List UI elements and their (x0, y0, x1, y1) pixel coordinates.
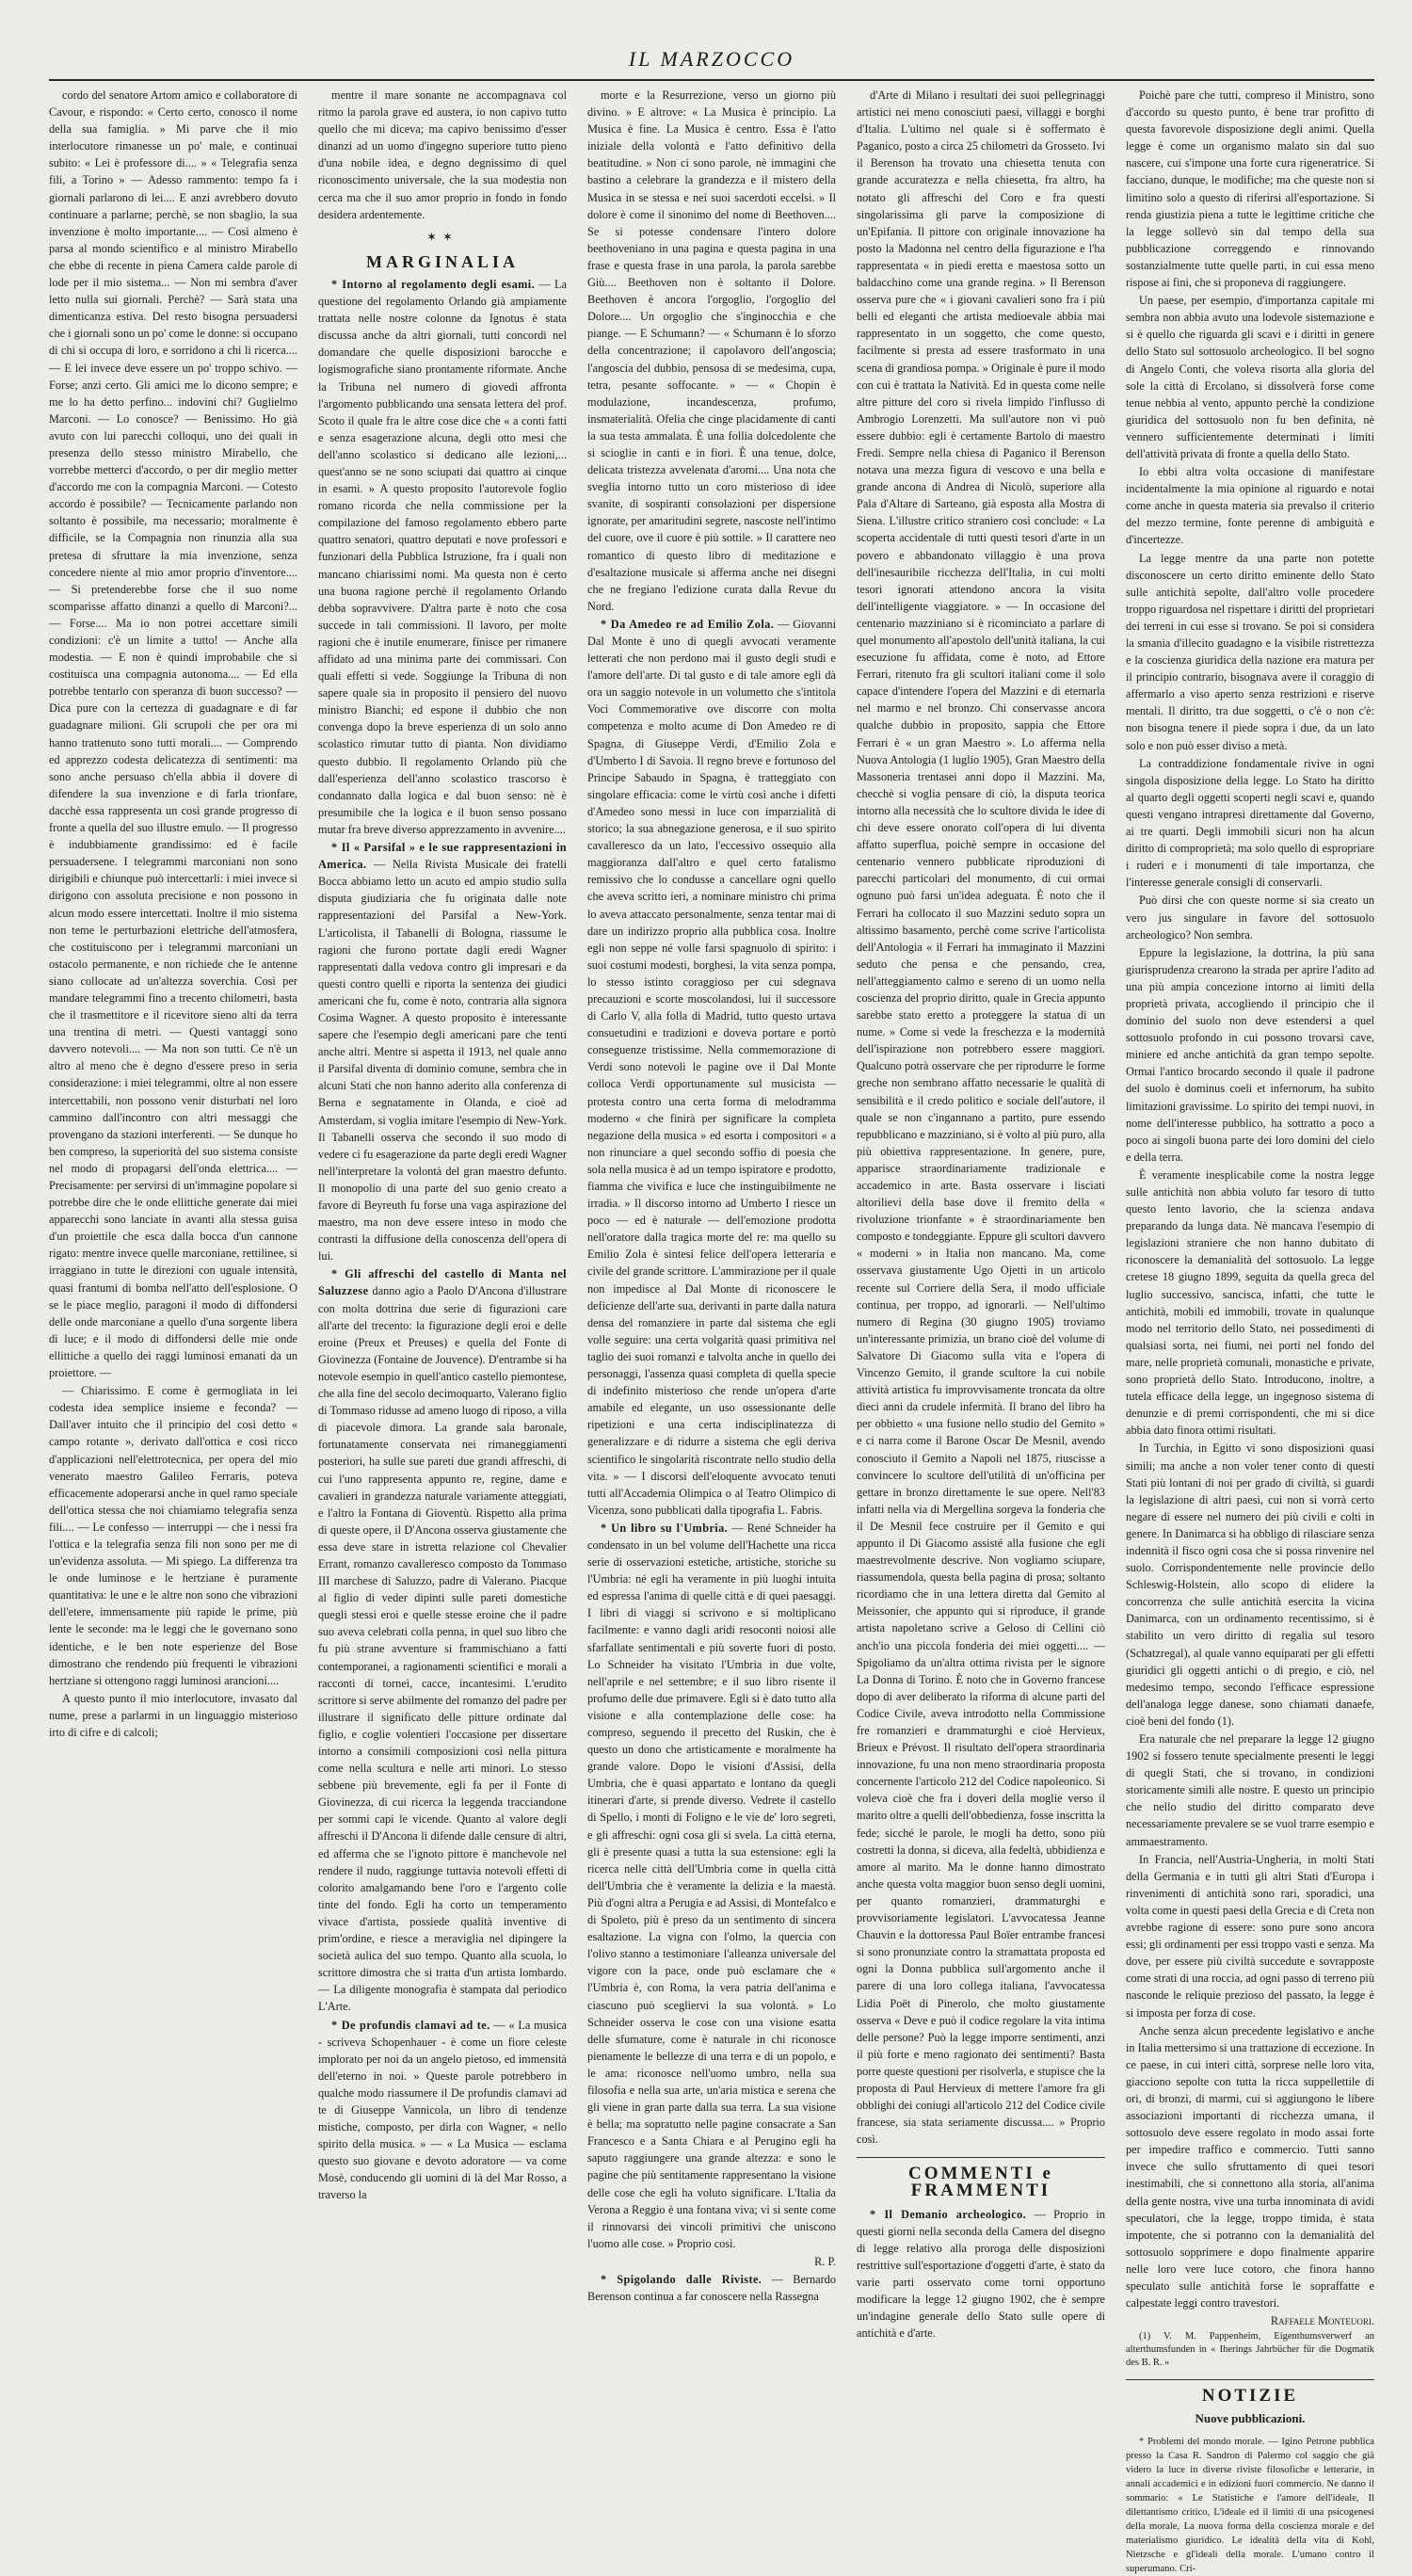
article-columns (49, 87, 1374, 2575)
news-item: * Problemi del mondo morale. — Igino Petrone pubblica presso la Casa R. Sandron di Palermo col saggio che già videro la luce in diverse riviste filosofiche e letterarie, in annali accademici e in edizioni fuori commercio. Ne danno il sommario: « Le Statistiche e l'amore dell'ideale, Il dilettantismo critico, L'ideale ed il limiti di una psicogenesi della morale, La nuova forma della coscienza morale e del materialismo giuridico. Le idealità della vita di Kohl, Nietzsche e gl'ideali della morale. L'umano contro il superumano. Cri- (1126, 2437, 1374, 2575)
author-signature: R. P. (814, 2254, 836, 2268)
column-5 (1126, 87, 1374, 2576)
paragraph: A questo punto il mio interlocutore, invasato dal nume, prese a parlarmi in un linguaggio misterioso irto di cifre e di calcoli; (49, 1691, 297, 1739)
article-item (587, 2271, 836, 2305)
item-text: — René Schneider ha condensato in un bel volume dell'Hachette una ricca serie di osservazioni estetiche, artistiche, storiche su l'Umbria: né egli ha veramente in più luoghi intuita ed espressa l'anima di quelle città e di quei paesaggi. I libri di viaggi si scrivono e si moltiplicano facilmente: e vanno dagli aridi resoconti noiosi alle sfarfallate sentimentali e più soverte fuori di posto. Lo Schneider ha visitato l'Umbria in due volte, nell'aprile e nel settembre; e il suo libro risente il profumo delle due primavere. Egli si è dato tutto alla visione e alla contemplazione delle cose: ha compreso, seguendo il precetto del Ruskin, che è questo un dono che artisticamente e moralmente ha grande valore. Dopo le visioni d'Assisi, della Umbria, che è quasi appartato e lontano da quegli itinerari d'arte, si prende diverso. Vedrete il castello di Spello, i monti di Foligno e le vie de' loro segreti, e gli affreschi: ogni cosa gli si svela. La città eterna, gli è presente quasi a tutta la sua estensione: egli la ricerca nelle città dell'Umbria come in quella città dell'Umbria che è veramente la delizia e la maestà. Più d'ogni altra a Perugia e ad Assisi, di Montefalco e di Spoleto, più è preso da un sentimento di sincera esaltazione. La vigna con l'olmo, la quercia con l'olivo stanno a testimoniare l'alleanza universale del vigore con la pace, onde può esclamare che « l'Umbria è, con Roma, la vera patria dell'anima e ciascuno può scegliervi la sua volontà. » Lo Schneider osserva le cose con una visione esatta delle sfumature, come è naturale in chi riconosce pienamente le bellezze di una terra e di un popolo, e le ama: riconosce nell'uomo umbro, nella sua filosofia e nella sua arte, un'aria mistica e serena che gli viene in gran parte dalla sua terra. La sua visione è bella; ma sopratutto nelle pagine consacrate a San Francesco e a Santa Chiara e al Perugino egli ha saputo raggiungere una grande altezza: e sono le pagine che più sentitamente rappresentano la visione delle cose che egli ha voluto significare. L'Italia da Verona a Reggio è una fontana viva; vi si sente come il rinnovarsi dei vincoli primitivi che uniscono l'uomo alle cose. » Proprio così. (587, 1521, 836, 2250)
item-heading: * Il « Parsifal » e le sue rappresentazioni in America. (318, 841, 567, 872)
paragraph: mentre il mare sonante ne accompagnava col ritmo la parola grave ed austera, io non capivo tutto quello che mi diceva; ma capivo benissimo d'esser dinanzi ad un uomo d'ingegno superiore tutto pieno d'una nobile idea, e degno degnissimo di quel riconoscimento universale, che la sua modestia non cerca ma che il suo amor proprio in fondo in fondo desidera ardentemente. (318, 89, 567, 221)
notizie-subtitle: Nuove pubblicazioni. (1195, 2411, 1306, 2426)
article-item (318, 839, 567, 1264)
item-text: — La questione del regolamento Orlando già ampiamente trattata nelle nostre colonne da Ignotus è stata discussa anche da altri giornali, tutti concordi nel domandare che quelle disposizioni barocche e logismografiche siano prontamente riformate. Anche la Tribuna nel numero di giovedì affronta l'argomento pubblicando una sensata lettera del prof. Scoto il quale fra le altre cose dice che « a conti fatti e senza esagerazione alcuna, degli otto mesi che dell'anno scolastico si dedicano alle lezioni,... quest'anno se ne sono sciupati dai quattro ai cinque in esami. » A questo proposito l'autorevole foglio romano ricorda che nella commissione per la compilazione del famoso regolamento ebbero parte quattro senatori, quattro deputati e nove professori e funzionari della Pubblica Istruzione, fra i quali non mancano chiarissimi nomi. Ma questa non è certo una buona ragione perchè il regolamento Orlando debba sopravvivere. D'altra parte è noto che cosa succede in tali commissioni. Il lavoro, per molte ragioni che è inutile enumerare, finisce per rimanere affidato ad una minima parte dei commissari. Con quali effetti si vede. Soggiunge la Tribuna di non sapere quale sia in proposito il pensiero del nuovo ministro Bianchi; ed espone il dubbio che non convenga dopo la breve esperienza di un solo anno scolastico rimutar tutto di pianta. Non dividiamo questo dubbio. Il regolamento Orlando più che dall'esperienza dell'anno scolastico trascorso è condannato dalla logica e dal buon senso: nè è presumibile che la logica e il buon senso possano mutar fra breve diverso apprezzamento in avvenire.... (318, 277, 567, 836)
paragraph: Eppure la legislazione, la dottrina, la più sana giurisprudenza crearono la strada per aprire l'adito ad una più ampia concezione intorno ai limiti della proprietà privata, accogliendo il principio che il dominio del suolo non deve estendersi a quel sottosuolo profondo in cui possono trovarsi cave, miniere ed anche antichità da gran tempo sepolte. Ormai l'antico brocardo secondo il quale il padrone del suolo è dominus coeli et infernorum, ha subìto limitazioni gravissime. Lo spirito dei tempi nuovi, in nome dell'interesse pubblico, ha sottratto a poco a poco ai singoli buona parte dei loro domini del cielo e della terra. (1126, 945, 1374, 1164)
masthead-rule (49, 79, 1374, 81)
marginalia-title: MARGINALIA (365, 251, 519, 271)
section-divider (857, 2157, 1105, 2158)
item-heading: * Intorno al regolamento degli esami. (331, 277, 536, 291)
paragraph: Poichè pare che tutti, compreso il Ministro, sono d'accordo su questo punto, è bene trar profitto di questa favorevole disposizione degli animi. Quella legge è come un organismo malato sin dal suo nascere, cui s'impone una forte cura rigeneratrice. Si facciano, dunque, le modifiche; ma che queste non si limitino solo a questo di riferirsi all'esportazione. Si renda giustizia piena a tutte le legittime critiche che la legge sollevò sin dal tempo della sua pubblicazione correggendo e rinnovando sostanzialmente tutte quelle parti, in cui essa meno rispose ai fini, che si proponeva di raggiungere. (1126, 89, 1374, 290)
article-item (318, 2017, 567, 2204)
article-item (587, 1520, 836, 2252)
article-item (587, 87, 836, 615)
article-item (318, 276, 567, 838)
article-item (318, 1265, 567, 2015)
item-text: — Giovanni Dal Monte è uno di quegli avvocati veramente letterati che non perdono mai il gusto degli studi e l'amore dell'arte. Di tal gusto e di tale amore egli dà ora un saggio notevole in un volumetto che s'intitola Voci Commemorative ove discorre con molta competenza e molto acume di Don Amedeo re di Spagna, di Giuseppe Verdi, d'Emilio Zola e d'Umberto I di Savoia. Il regno breve e fortunoso del Principe Sabaudo in Spagna, è tratteggiato con singolare efficacia: come le virtù così anche i difetti d'Amedeo sono messi in luce con imparzialità di storico; la sua abnegazione generosa, e il suo spirito cavalleresco da un lato, l'eccessivo ossequio alla maggioranza dall'altro e quel certo fatalismo remissivo che lo condusse a cancellare ogni quello che aveva scritto ieri, a nominare ministro chi prima lo aveva attaccato personalmente, senza tentar mai di dare un indirizzo proprio alla pubblica cosa. Inoltre egli non seppe né volle farsi spagnuolo di spirito: i suoi costumi modesti, borghesi, la vita senza pompa, lo stesso istinto coraggioso per cui sdegnava precauzioni e scorte moscolandosi, lui il successore di Carlo V, alla folla di Madrid, tutto questo urtava consuetudini e tradizioni e doveva portare e portò conseguenze tristissime. Nella commemorazione di Verdi sono notevoli le pagine ove il Dal Monte colloca Verdi opportunamente sul musicista — protesta contro una certa forma di melodramma moderno « che finirà per significare la completa negazione della musica » ed esorta i compositori « a non rinunciare a quel secondo soffio di poesia che sola nella musica è ad un tempo ispiratore e prodotto, fiamma che vivifica e luce che instinguibilmente ne irradia. » Il discorso intorno ad Umberto I riesce un poco — ed è naturale — dell'emozione prodotta nell'oratore dalla tragica morte del re: ma quello su Emilio Zola è sintesi felice dell'opera letteraria e civile del grande scrittore. L'ammirazione per il quale non impedisce al Dal Monte di riconoscere le deficienze dell'arte sua, derivanti in parte dalla natura densa del romanziere in parte dal sistema che egli volle seguire: una certa volgarità quasi primitiva nel taglio dei suoi romanzi e talvolta anche in quello dei personaggi, l'assenza quasi completa di quella specie di indefinito misterioso che rende un'opera d'arte amabile ed elegante, un uso ossessionante delle ripetizioni e una certa indisciplinatezza di generalizzare e di ridurre a sistema che egli deriva scientifico le singolarità riscontrate nello studio della vita. » — I discorsi dell'eloquente avvocato tenuti tutti all'Accademia Olimpica o al Teatro Olimpico di Vicenza, sono pubblicati dalla tipografia L. Fabris. (587, 617, 836, 1517)
item-text: — Bernardo Berenson continua a far conoscere nella Rassegna (587, 2273, 837, 2304)
article-item (587, 616, 836, 1519)
item-heading: * Da Amedeo re ad Emilio Zola. (601, 617, 775, 631)
commenti-title: COMMENTI e FRAMMENTI (907, 2164, 1053, 2201)
item-text: — Proprio in questi giorni nella seconda della Camera del disegno di legge relativo alla proroga delle disposizioni restrittive sull'esportazione d'oggetti d'arte, è stato da varie parti osservato come torni opportuno modificare la legge 12 giugno 1902, che è sempre un'indagine generale dello Stato sulle opere di antichità e d'arte. (857, 2207, 1105, 2341)
paragraph: Può dirsi che con queste norme si sia creato un vero jus singulare in favore del sottosuolo archeologico? Non sembra. (1126, 894, 1374, 942)
paragraph: Anche senza alcun precedente legislativo e anche in Italia mettersimo si una trattazione di eccezione. In ce paese, in cui interi città, sorprese nelle loro vita, giacciono sepolte con tutta la ricca suppellettile di ori, di bronzi, di marmi, cui si aggiungono le libere associazioni importanti di ricchezza umana, il sottosuolo deve essere regolato in modo assai forte per impedire traffico e commercio. Tutti sanno invece che sullo sfruttamento di quei tesori inestimabili, che si connettono alla storia, all'anima della gente nostra, vive una turba innominata di avidi speculatori, che la legge, troppo timida, è stata impotente, che si potranno con la demanialità del sottosuolo sopprimere e dopo finalmente apparire nelle loro vere luce cotoro, che finora hanno speculato sulle antichità forse le sopraffatte e calpestate leggi contro travestori. (1126, 2023, 1374, 2310)
item-heading: * Il Demanio archeologico. (870, 2207, 1027, 2221)
paragraph: — Chiarissimo. E come è germogliata in lei codesta idea semplice insieme e feconda? — Dall'aver intuito che il principio del così detto « campo rotante », derivato dall'ottica e così ricco d'applicazioni nell'elettrotecnica, per opera del mio venerato maestro Galileo Ferraris, poteva efficacemente adoperarsi anche in quel ramo speciale dell'ottica stessa che noi chiamiamo telegrafia senza fili.... — Le confesso — interruppi — che i nessi fra l'ottica e la telegrafia senza fili non sono per me di un'evidenza assoluta. — Mi spiego. La differenza tra le onde luminose e le hertziane è puramente quantitativa: le une e le altre non sono che vibrazioni dell'etere, immensamente più rapide le prime, più lente le seconde: ma le leggi che le governano sono identiche, e le ben note esperienze del Bose dimostrano che rendendo più frequenti le vibrazioni hertziane si ottengono raggi luminosi arancioni.... (49, 1384, 297, 1687)
column-4 (857, 87, 1105, 2576)
paragraph: Era naturale che nel preparare la legge 12 giugno 1902 si fossero tenute specialmente presenti le leggi di quegli Stati, che si trovano, in condizioni storicamente simili alle nostre. E questo un principio che nello studio del diritto comparato deve necessariamente prevalere se se vuol trarre esempio e ammaestramento. (1126, 1732, 1374, 1848)
footnote: (1) V. M. Pappenheim, Eigenthumsverwerf an alterthumsfunden in « Iherings Jahrbücher für die Dogmatik des B. R. » (1126, 2331, 1374, 2369)
notizie-title: NOTIZIE (1201, 2386, 1299, 2407)
paragraph: Io ebbi altra volta occasione di manifestare incidentalmente la mia opinione al riguardo e notai come anche in questa materia sia prevalso il criterio del mezzo termine, fonte perenne di ambiguità e d'incertezze. (1126, 465, 1374, 547)
masthead (49, 0, 1374, 79)
item-heading: * Gli affreschi del castello di Manta nel Saluzzese (318, 1267, 567, 1298)
column-3 (587, 87, 836, 2576)
paragraph: In Francia, nell'Austria-Ungheria, in molti Stati della Germania e in tutti gli altri Stati d'Europa i rinvenimenti di antichità sono rari, sporadici, una volta come in questi paesi della Grecia e di Creta non avrebbe ragione di essere: sono pure sono ancora essi; gli ordinamenti per essi troppo vasti e senza. Ma dove, per essere più civiltà succedute e sovrapposte come strati di una roccia, ad ogni passo di terreno più nasconde le reliquie prezioso del passato, la legge è si imposta per forza di cose. (1126, 1852, 1374, 2020)
paragraph: Un paese, per esempio, d'importanza capitale mi sembra non abbia avuto una lodevole sistemazione e si è quello che riguarda gli scavi e i diritti in genere dello Stato sul sottosuolo archeologico. Il bel sogno di Angelo Conti, che voleva risorta alla gloria del sole la città di Ercolano, si dissolverà forse come tenue nebbia al vento, appunto perchè la condizione giuridica del sottosuolo non fu ben definita, nè vennero sufficientemente determinati i limiti dell'attività privata di fronte a quella dello Stato. (1126, 294, 1374, 460)
item-heading: * Spigolando dalle Riviste. (601, 2273, 762, 2286)
paragraph: cordo del senatore Artom amico e collaboratore di Cavour, e rispondo: « Certo certo, conosco il nome della sua famiglia. » Mi parve che il mio interlocutore rimanesse un po' male, e continuai subito: « Lei è professore di.... » « Telegrafia senza fili, a Torino » — Adesso rammento: tempo fa i giornali parlarono di lei.... E anzi avrebbero dovuto continuare a parlarne; perchè, se non sbaglio, la sua invenzione è molto importante.... — Così almeno è parsa al mondo scientifico e al ministro Mirabello che ebbe di recente in piena Camera calde parole di lode per il mio sistema... — Non mi sembra d'aver letto nulla sui giornali. Perchè? — Sarà stata una dimenticanza estiva. Del resto bisogna persuadersi che i giornali sono un po' come le donne: si occupano di chi si occupa di loro, e sorridono a chi li ricerca.... — E lei invece deve essere un po' troppo schivo. — Forse; anzi certo. Gli amici me lo dicono sempre; e me lo ha detto perfino... indovini chi? Guglielmo Marconi. — Lo conosce? — Benissimo. Ho già avuto con lui parecchi colloqui, uno dei quali in presenza dello stesso ministro Mirabello, che vorrebbe metterci d'accordo, o per dir meglio metter d'accordo me con la compagnia Marconi. — Cotesto accordo è possibile? — Tecnicamente parlando non soltanto è possibile, ma necessario; moralmente è difficile, se la Compagnia non rinunzia alla sua pretesa di sfruttare la mia invenzione, senza concedere niente al mio amor proprio d'inventore.... — Si pretenderebbe forse che il suo nome scomparisse affatto dinanzi a quello di Marconi?... — Forse.... Ma io non potrei accettare simili condizioni: c'è un limite a tutto! — Anche alla modestia. — E non è quindi improbabile che si costituisca una compagnia autonoma.... — Ed ella potrebbe tentarlo con speranza di buon successo? — Dica pure con la certezza di guadagnare e di far guadagnare milioni. Gli scrupoli che per ora mi hanno trattenuto sono tutti morali.... — Comprendo ed apprezzo codesta delicatezza di sentimenti: ma sono anche persuaso ch'ella abbia il dovere di difendere la sua invenzione e di farla trionfare, dacchè essa rappresenta un così grande progresso di fronte a quella del suo illustre emulo. — Il progresso è indubbiamente grandissimo: ed è facile persuadersene. I telegrammi marconiani non sono dirigibili e chiunque può intercettarli: i miei invece si dirigono con assoluta precisione e non possono in alcun modo essere intercettati. Inoltre il mio sistema non teme le perturbazioni elettriche dell'atmosfera, che costituiscono per i telegrammi marconiani un ostacolo permanente, e non richiede che le antenne siano collocate ad un'altezza soverchia. Così per mandare telegrammi fino a trecento chilometri, basta che il trasmettitore e il ricevitore sieno alti da terra una trentina di metri. — Questi vantaggi sono davvero notevoli.... — Ma non son tutti. Ce n'è un altro al meno che è degno d'essere preso in seria considerazione: i miei telegrammi, oltre al non essere intercettabili, non possono venir disturbati nel loro cammino dall'incontro con altri messaggi che provengano da stazioni interferenti. — Se dunque ho ben compreso, la superiorità del suo sistema consiste nel modo di propagarsi dell'onda elettrica.... — Precisamente: per servirsi di un'immagine popolare si potrebbe dire che le onde ellittiche generate dai miei apparecchi sono lanciate in avanti alla stessa guisa d'un proiettile che esca dalla bocca d'un cannone rigato: mentre invece quelle marconiane, rettilinee, si irraggiano in tutte le direzioni con uguale intensità, quasi frantumi di bomba nell'atto dell'esplosione. O se le piace meglio, paragoni il modo di diffondersi delle onde marconiane a quello d'una sorgente libera di luce; e il modo di diffondersi delle mie onde ellittiche a quello dei raggi luminosi emanati da un proiettore. — (49, 89, 297, 1380)
paragraph: È veramente inesplicabile come la nostra legge sulle antichità non abbia voluto far tesoro di tutto questo lento lavorio, che la scienza andava preparando da lunga data. Nè mancava l'esempio di legislazioni straniere che non hanno dubitato di riconoscere la demanialità del sottosuolo. La legge cretese 18 giugno 1899, seguita da quella greca del luglio successivo, sancisca, infatti, che tutte le antichità, mobili ed immobili, trovate in qualunque modo nel territorio dello Stato, nei possedimenti di qualsiasi sorta, nei fiumi, nei porti nel fondo del mare, nelle proprietà comunali, monastiche e private, sono proprietà dello Stato. Introducono, inoltre, a tutela efficace della legge, un ingegnoso sistema di denunzie e di premi corrispondenti, che mi si dice abbia dato finora ottimi risultati. (1126, 1167, 1374, 1438)
paragraph: d'Arte di Milano i resultati dei suoi pellegrinaggi artistici nei meno conosciuti paesi, villaggi e borghi d'Italia. L'ultimo nel quale si è soffermato è Paganico, posto a circa 25 chilometri da Grosseto. Ivi il Berenson ha trovato una chiesetta tenuta con grande accuratezza e nella chiesetta, fra altro, ha notato gli affreschi del Coro e fra questi singolarissima gli parve la composizione di un'Epifania. Il pittore con originale innovazione ha posto la Madonna nel centro della figurazione e l'ha rappresentata « in piedi eretta e maestosa sotto un baldacchino come una grande regina. » Il Berenson osserva pure che « i giovani cavalieri sono fra i più belli ed eleganti che artista medioevale abbia mai rappresentato in un soggetto, che come questo, facilmente si presta ad essere trasformato in una scena di grandiosa pompa. » Originale è pure il modo con cui è trattata la Natività. Ed in questa come nelle altre pitture del coro si rivela limpido l'influsso di Ambrogio Lorenzetti. Ma sull'autore non vi può essere dubbio: egli è certamente Bartolo di maestro Fredi. Sempre nella chiesa di Paganico il Berenson notava una mezza figura di vescovo e una bella e grande ancona di Andrea di Nicolò, superiore alla Pala d'Altare di Sarteano, già esposta alla Mostra di Siena. L'illustre critico straniero così conclude: « La scoperta accidentale di tutti questi tesori d'arte in un povero e abbandonato villaggio è una prova dell'inesauribile ricchezza dell'Italia, in cui molti tesori ignorati attendono ancora la visita dell'intelligente viaggiatore. » — In occasione del centenario mazziniano si è ricominciato a parlare di quel monumento all'apostolo dell'unità italiana, la cui esecuzione fu affidata, come è noto, ad Ettore Ferrari, ritenuto fra gli scultori italiani come il solo capace d'intendere l'opera del Mazzini e di eternarla nel marmo e nel bronzo. Chi conservasse ancora qualche dubbio in proposito, sappia che Ettore Ferrari è « un gran Maestro ». Lo afferma nella Nuova Antologia (1 luglio 1905), Gran Maestro della Massoneria trentasei anni dopo il Mazzini. Ma, checchè si voglia pensare di ciò, la disputa teorica intorno alla necessità che lo scultore divida le idee di chi deve essere onorato coll'opera di lui diventa affatto superflua, poichè sempre in occasione del centenario vennero pubblicate riproduzioni di parecchi particolari del monumento, di cui ormai ognuno può farsi un'idea adeguata. È noto che il Ferrari ha collocato il suo Mazzini seduto sopra un altissimo basamento, perchè come scrive l'articolista dell'Antologia « il Ferrari ha immaginato il Mazzini seduto che pensa e che pensando, crea, nell'atteggiamento calmo e sereno di un uomo nella coscienza del proprio diritto, quale in Grecia appunto sarebbe stato eretto a proteggere la statua di un nume. » Come si vede la freschezza e la modernità dell'ispirazione non potrebbero essere maggiori. Qualcuno potrà osservare che per riprodurre le forme greche non sembrano affatto necessarie le qualità di sensibilità e il credo politico e sociale dell'autore, il quale se non c'ingannano a partito, pure essendo repubblicano e mazziniano, si è volto al più puro, alla più obiettiva rappresentazione. In genere, pure, apparisce straordinariamente tradizionale e accademico in arte. Basta osservare i lisciati altorilievi della base dove il fremito della « rivoluzione trionfante » è straordinariamente ben composto e tondeggiante. Eppure gli scultori davvero « moderni » in Italia non mancano. Ma, come osservava giustamente Ugo Ojetti in un articolo recente sul Corriere della Sera, il modo ufficiale continua, per troppo, ad ignorarli. — Nell'ultimo numero di Regina (30 giugno 1905) troviamo un'interessante primizia, un brano cioè del volume di Salvatore Di Giacomo sulla vita e l'opera di Vincenzo Gemito, il grande scultore la cui nobile attività artistica fu improvvisamente troncata da oltre dieci anni da crudele infermità. Il brano del libro ha per obbietto « una fusione nello studio del Gemito » e ci narra come il Barone Oscar De Mesnil, avendo conosciuto il Gemito a Napoli nel 1875, riuscisse a convincere lo scultore dell'utilità di un'officina per gettare in bronzo direttamente le sue opere. Nell'83 infatti nella via di Mergellina sorgeva la fonderia che il De Mesnil fece costruire per il Gemito e qui appunto il Di Giacomo assisté alla fusione che egli maestrevolmente descrive. Non vogliamo sciupare, riassumendola, questa bella pagina di prosa; soltanto ricordiamo che in una lettera diretta dal Gemito al Meissonier, che appunto qui si riproduce, il grande artista napoletano scrive a Geloso di Cellini ciò anch'io una piccola fonderia dei miei oggetti.... — Spigoliamo da un'altra ottima rivista per le signore La Donna di Torino. È noto che in Governo francese dopo di aver deliberato la riforma di alcune parti del Codice Civile, aveva introdotto nella Commissione fre romanzieri e drammaturghi e cioè Hervieux, Brieux e Prévost. Il risultato dell'opera straordinaria innovazione, fu una non meno straordinaria proposta concernente l'articolo 212 del Codice napoleonico. Si voleva cioè che fra i doveri della moglie verso il marito oltre a quelli dell'obbedienza, fosse inscritta la fede; sicché le parole, le mogli ha detto, sono più costretti la donna, si diceva, alla fedeltà, ubbidienza e amore al marito. Ma le donne hanno dimostrato anche questa volta maggior buon senso degli uomini, per quanto romanzieri, drammaturghi e provvisoriamente legislatori. L'avvocatessa Jeanne Chauvin e la dottoressa Paul Boïer entrambe francesi si sono pronunziate contro la stramattata proposta ed ogni la Donna pubblica sull'argomento anche il parere di una loro collega italiana, l'avvocatessa Lidia Poët di Pinerolo, che molto giustamente osserva « Deve e può il codice regolare la vita intima delle persone? Può la legge imporre sentimenti, anzi il più forte e meno ragionato dei sentimenti? Basta porre queste questioni per risolverla, e stupisce che la proposta di Paul Hervieux di mettere l'amore fra gli obblighi dei coniugi all'articolo 212 del Codice civile francese, sia stata seriamente discussa.... » Proprio così. (857, 89, 1105, 2147)
paragraph: La legge mentre da una parte non potette disconoscere un certo diritto eminente dello Stato sulle antichità sepolte, dall'altro volle procedere troppo riguardosa nel rispettare i diritti del proprietari dei terreni in cui esse si trovano. Se poi si considera la smania d'illecito guadagno e la visibile ristrettezza e la coscienza giuridica della nazione era matura per il principio contrario, bisognava avere il coraggio di affermarlo a viso aperto senza restrizioni e riserve mentali. Il diritto, tra due soggetti, o c'è o non c'è: non bisogna tenere il piede sopra i due, da un lato solo e non può esser diviso a metà. (1126, 551, 1374, 752)
item-heading: * De profundis clamavi ad te. (331, 2018, 490, 2032)
article-item (857, 2206, 1105, 2343)
column-2 (318, 87, 567, 2576)
item-text: morte e la Resurrezione, verso un giorno più divino. » E altrove: « La Musica è principio. La Musica è fine. La Musica è centro. Essa è l'atto iniziale della volontà e l'atto definitivo della beatitudine. » Non ci sono parole, nè immagini che bastino a celebrare la grandezza e il mistero della Musica in se stessa e nei suoi sacerdoti eccelsi. » Il dolore è come il sinonimo del nome di Beethoven.... Se si potesse condensare l'intero dolore beethoveniano in una pagina e questa pagina in una frase e questa frase in una parola, la parola sarebbe Giù.... Beethoven non è soltanto il Dolore. Beethoven è ancora l'orgoglio, l'orgoglio del Dolore.... Un orgoglio che s'inginocchia e che piange. — E Schumann? — « Schumann è lo sforzo della concentrazione; il capolavoro dell'angoscia; l'angoscia del dubbio, pensosa di se medesima, cupa, tetra, pesante soffocante. » — « Chopin è modulazione, incandescenza, profumo, insmaterialità. Ofelia che cinge placidamente di canti la sua testa ammalata. È una follia dolcedolente che si scioglie in canti e in fiori. È una tenue, dolce, delicata tristezza avvelenata d'aromi.... Una nota che sveglia intorno tutto un coro misterioso di idee svanite, di sospiranti consolazioni per dispersione ignorate, per amaritudini segrete, nascoste nell'intimo del cuore, ove il cuore è più sottile. » Il carattere neo romantico di questo libro di meditazione e d'esaltazione musicale si afferma anche nei disegni che ne fregiano l'edizione curata dalla Revue du Nord. (587, 89, 836, 613)
paragraph: La contraddizione fondamentale rivive in ogni singola disposizione della legge. Lo Stato ha diritto al quarto degli oggetti scoperti negli scavi e, quando questi vengano intrapresi direttamente dal Governo, ai tre quarti. Degli immobili sicuri non ha alcun diritto di comproprietà; ma solo quello di espropriare i ruderi e i monumenti di tale importanza, che l'interesse generale consigli di conservarli. (1126, 756, 1374, 890)
item-heading: * Un libro su l'Umbria. (601, 1521, 729, 1535)
column-1 (49, 87, 297, 2576)
masthead-title: IL MARZOCCO (628, 47, 795, 71)
author-signature: Raffaele Monteuori. (1270, 2314, 1374, 2328)
paragraph: In Turchia, in Egitto vi sono disposizioni quasi simili; ma anche a non voler tener conto di questi Stati più lontani di noi per grado di civiltà, si guardi la legislazione di altri paesi, cui non si vorrà certo negare di essere nel numero dei più civili e colti in genere. In Danimarca si ha obbligo di rilasciare senza indennità il fisco ogni cosa che si possa rinvenire nel suolo. Corrispondentemente nelle provincie dello Schleswig-Holstein, allo scopo di elidere la concorrenza che sulle antichità esercita la vicina Danimarca, con un ordinamento recentissimo, si è stabilito un vero diritto di regalia sul tesoro (Schatzregal), al quale vanno equiparati per gli effetti giuridici gli oggetti antichi o di pregio, e ciò, nel medesimo tempo, secondo l'efficace espressione dell'analoga legge danese, sono chiamati danaefe, cioè beni del fondo (1). (1126, 1441, 1374, 1728)
item-text: — « La musica - scriveva Schopenhauer - è come un fiore celeste implorato per noi da un angelo pietoso, ed immensità dell'eterno in noi. » Queste parole potrebbero in qualche modo riassumere il De profundis clamavi ad te di Giuseppe Vannicola, un libro di tendenze mistiche, composto, per dirla con Wagner, « nello spirito della musica. » — « La Musica — esclama questo suo giovane e devoto adoratore — va come Mosè, conducendo gli uomini di là del Mar Rosso, a traverso la (318, 2018, 567, 2202)
section-divider (1126, 2379, 1374, 2380)
item-text: danno agio a Paolo D'Ancona d'illustrare con molta dottrina due serie di figurazioni care all'arte del trecento: la figurazione degli eroi e delle eroine (Preux et Preuses) e quella del Fonte di Giovinezza (Fontaine de Jouvence). D'entrambe si ha notevole esempio in quell'antico castello piemontese, che alla fine del secolo decimoquarto, Valerano figlio di Tommaso ridusse ad ameno luogo di riposo, a villa di piacevole dimora. La grande sala baronale, fortunatamente conservata nei rimaneggiamenti posteriori, ha sulle sue pareti due grandi affreschi, di cui l'uno rappresenta appunto re, regine, dame e cavalieri in grandezza naturale variamente atteggiati, e l'altro la Fontana di Gioventù. Rispetto alla prima di queste opere, il D'Ancona osserva giustamente che essa deve stare in istretta relazione col Chevalier Errant, romanzo cavalleresco composto da Tommaso III marchese di Saluzzo, padre di Valerano. Piacque al figlio di veder dipinti sulle pareti domestiche quegli stessi eroi e quelle stesse eroine che il padre suo aveva celebrati colla penna, in quel suo libro che fu più strane avventure si frammischiano a fatti contemporanei, a ragionamenti scientifici e morali a racconti di torneì, cacce, incantesimi. L'erudito scrittore si serve abilmente del romanzo del padre per illustrare il significato delle pitture ordinate dal figlio, e coglie volentieri l'occasione per dissertare intorno a consimili composizioni così nella pittura come nella scultura e nelle arti minori. Lo stesso sebbene più brevemente, egli fa per il Fonte di Giovinezza, di cui ricerca la leggenda tracciandone per sommi capi le vicende. Quanto al valore degli affreschi il D'Ancona li difende dalle censure di altri, ed afferma che se l'ignoto pittore è manchevole nel rendere il nudo, raggiunge tuttavia notevoli effetti di colorito amalgamando bene l'oro e l'argento colle tinte del fondo. Egli ha corto un temperamento vivace d'artista, possiede qualità inventive di prim'ordine, e riesce a meraviglia nel dipingere la società aulica del suo tempo. Quanto alla scuola, lo scrittore dimostra che si tratta d'un artista lombardo. — La diligente monografia è stampata dal periodico L'Arte. (318, 1284, 567, 2014)
item-text: — Nella Rivista Musicale dei fratelli Bocca abbiamo letto un acuto ed ampio studio sulla disputa giudiziaria che fu originata dalle note rappresentazioni del Parsifal a New-York. L'articolista, il Tabanelli di Bologna, riassume le ragioni che furono portate dagli eredi Wagner rappresentati dalla vedova contro gli impresari e da questi contro quelli e riporta la sentenza dei giudici americani che fu, come è noto, contraria alla signora Cosima Wagner. A questo proposito è interessante sapere che l'esempio degli americani pare che tenti anche altri. Mentre si aspetta il 1913, nel quale anno il Parsifal diventa di dominio comune, sembra che in alcuni Stati che non hanno aderito alla conferenza di Berna e segnatamente in Olanda, e cioè ad Amsterdam, si voglia imitare l'esempio di New-York. Il Tabanelli osserva che secondo il suo modo di vedere ci fu esagerazione da parte degli eredi Wagner nell'interpretare la volontà del gran maestro defunto. Il monopolio di una parte del suo genio creato a favore di Beyreuth fu forse una vaga aspirazione del maestro, ma non deve essere inteso in modo che contrasti la diffusione della conoscenza dell'opera di lui. (318, 858, 567, 1264)
section-stars: ✶✶ (426, 229, 458, 244)
